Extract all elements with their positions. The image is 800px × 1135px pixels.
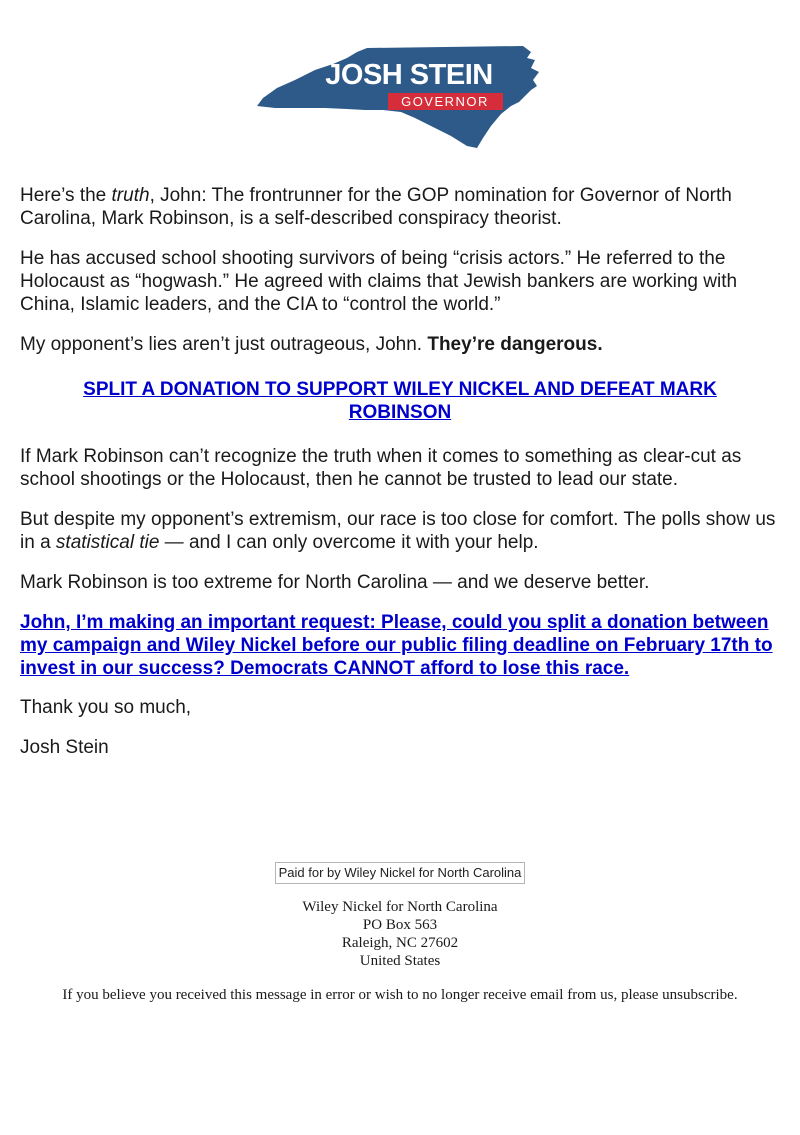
closing-line: Thank you so much, [20,697,192,718]
paragraph-extreme: Mark Robinson is too extreme for North Carolina — and we deserve better. [20,572,650,593]
paragraph-intro: Here’s the truth, John: The frontrunner for the GOP nomination for Governor of North Carolina, Mark Robinson, is a self-described conspiracy theorist. [20,185,732,229]
emphasis-dangerous: They’re dangerous. [427,334,603,355]
address-line: United States [359,953,441,969]
emphasis-statistical-tie: statistical tie [55,532,160,553]
address-line: PO Box 563 [362,917,438,933]
mailing-address [0,898,800,970]
cta-paragraph [20,378,780,424]
logo-name: JOSH STEIN [325,59,493,91]
ask-paragraph [20,611,780,680]
donation-request-link[interactable]: John, I’m making an important request: Please, could you split a donation between my campaign and Wiley Nickel before our public filing deadline on February 17th to invest in our success? Democrats CANNOT afford to lose this race. [20,612,773,679]
paragraph-truth: If Mark Robinson can’t recognize the truth when it comes to something as clear-cut as school shootings or the Holocaust, then he cannot be trusted to lead our state. [20,446,742,490]
split-donation-link[interactable]: SPLIT A DONATION TO SUPPORT WILEY NICKEL AND DEFEAT MARK ROBINSON [83,379,717,423]
address-line: Wiley Nickel for North Carolina [302,899,498,915]
north-carolina-state-logo-icon [255,40,545,152]
signature: Josh Stein [20,737,109,758]
paid-for-disclaimer: Paid for by Wiley Nickel for North Carolina [275,862,526,884]
unsubscribe-notice[interactable]: If you believe you received this message in error or wish to no longer receive email from us, please unsubscribe. [62,987,738,1003]
paragraph-dangerous: My opponent’s lies aren’t just outrageous, John. They’re dangerous. [20,334,603,355]
email-footer [0,862,800,1004]
campaign-logo [255,40,545,152]
email-body [20,184,780,776]
address-line: Raleigh, NC 27602 [341,935,459,951]
paragraph-polls: But despite my opponent’s extremism, our race is too close for comfort. The polls show us in a statistical tie — and I can only overcome it with your help. [20,509,776,553]
paragraph-accusations: He has accused school shooting survivors of being “crisis actors.” He referred to the Holocaust as “hogwash.” He agreed with claims that Jewish bankers are working with China, Islamic leaders, and the CIA to “control the world.” [20,248,738,315]
logo-subtitle: GOVERNOR [401,94,489,109]
emphasis-truth: truth [111,185,150,206]
